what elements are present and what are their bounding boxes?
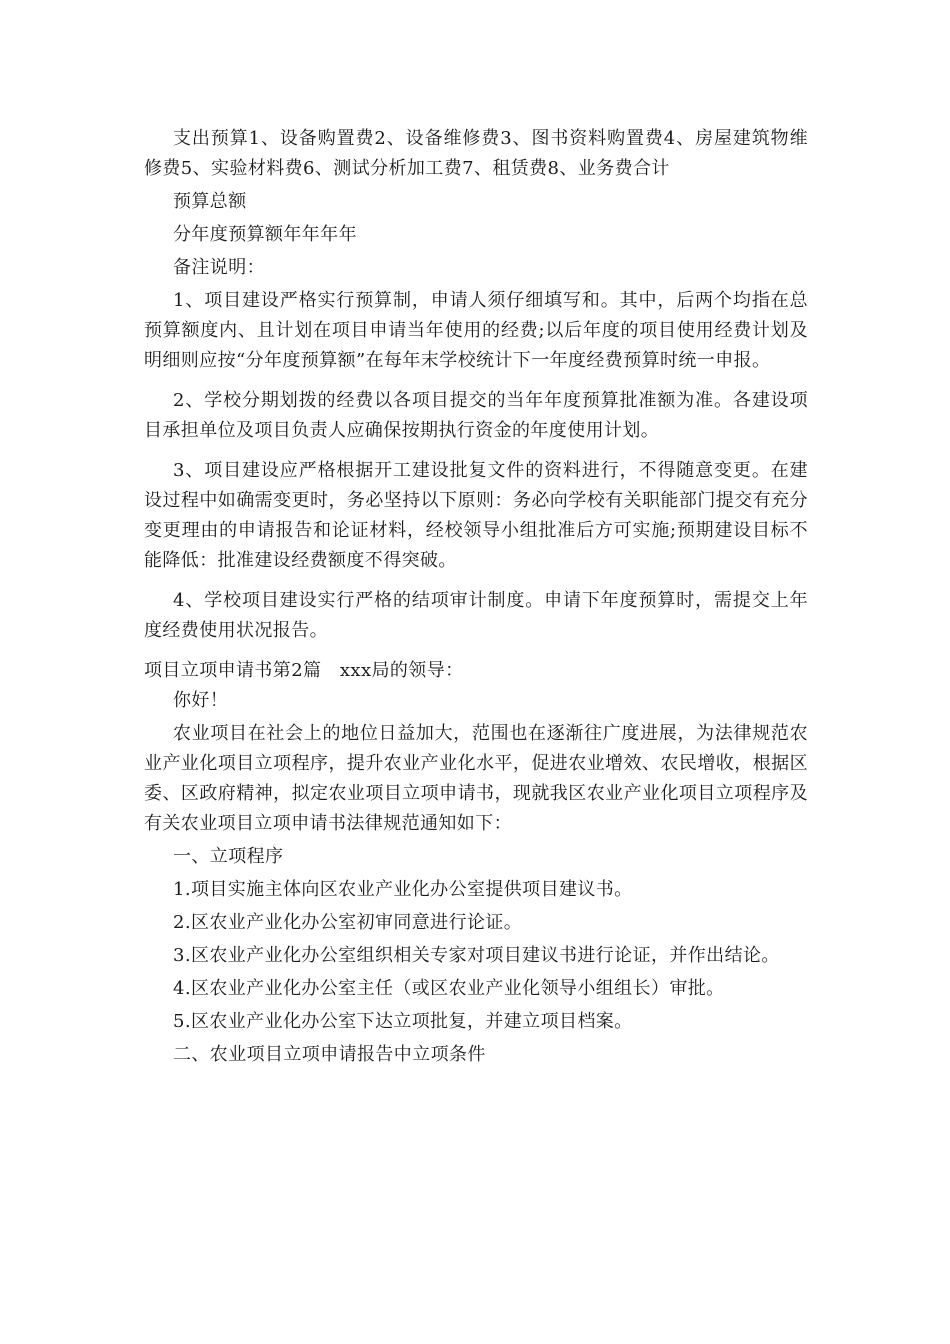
step-4: 4.区农业产业化办公室主任（或区农业产业化领导小组组长）审批。 (173, 978, 725, 999)
remark-4: 4、学校项目建设实行严格的结项审计制度。申请下年度预算时，需提交上年度经费使用状况报告。 (144, 590, 808, 641)
step-1: 1.项目实施主体向区农业产业化办公室提供项目建议书。 (173, 879, 633, 900)
remark-3: 3、项目建设应严格根据开工建设批复文件的资料进行，不得随意变更。在建设过程中如确需变更时，务必坚持以下原则：务必向学校有关职能部门提交有充分变更理由的申请报告和论证材料，经校领导小组批准后方可实施;预期建设目标不能降低：批准建设经费额度不得突破。 (144, 460, 808, 571)
subheading-conditions: 二、农业项目立项申请报告中立项条件 (173, 1044, 486, 1065)
budget-items-paragraph: 支出预算1、设备购置费2、设备维修费3、图书资料购置费4、房屋建筑物维修费5、实验材料费6、测试分析加工费7、租赁费8、业务费合计 (144, 128, 808, 179)
budget-total-line: 预算总额 (173, 191, 247, 212)
subheading-procedure: 一、立项程序 (173, 846, 284, 867)
step-3: 3.区农业产业化办公室组织相关专家对项目建议书进行论证，并作出结论。 (173, 945, 780, 966)
document-body (144, 124, 808, 1073)
greeting: 你好！ (173, 690, 229, 711)
remark-1: 1、项目建设严格实行预算制，申请人须仔细填写和。其中，后两个均指在总预算额度内、且计划在项目申请当年使用的经费;以后年度的项目使用经费计划及明细则应按“分年度预算额”在每年末学校统计下一年度经费预算时统一申报。 (144, 290, 808, 371)
step-2: 2.区农业产业化办公室初审同意进行论证。 (173, 912, 523, 933)
step-5: 5.区农业产业化办公室下达立项批复，并建立项目档案。 (173, 1011, 633, 1032)
annual-budget-line: 分年度预算额年年年年 (173, 224, 357, 245)
remarks-label: 备注说明： (173, 257, 265, 278)
remark-2: 2、学校分期划拨的经费以各项目提交的当年年度预算批准额为准。各建设项目承担单位及项目负责人应确保按期执行资金的年度使用计划。 (144, 390, 808, 441)
intro-paragraph: 农业项目在社会上的地位日益加大，范围也在逐渐往广度进展，为法律规范农业产业化项目立项程序，提升农业产业化水平，促进农业增效、农民增收，根据区委、区政府精神，拟定农业项目立项申请书，现就我区农业产业化项目立项程序及有关农业项目立项申请书法律规范通知如下： (144, 723, 808, 834)
section-heading: 项目立项申请书第2篇 xxx局的领导： (144, 660, 464, 681)
